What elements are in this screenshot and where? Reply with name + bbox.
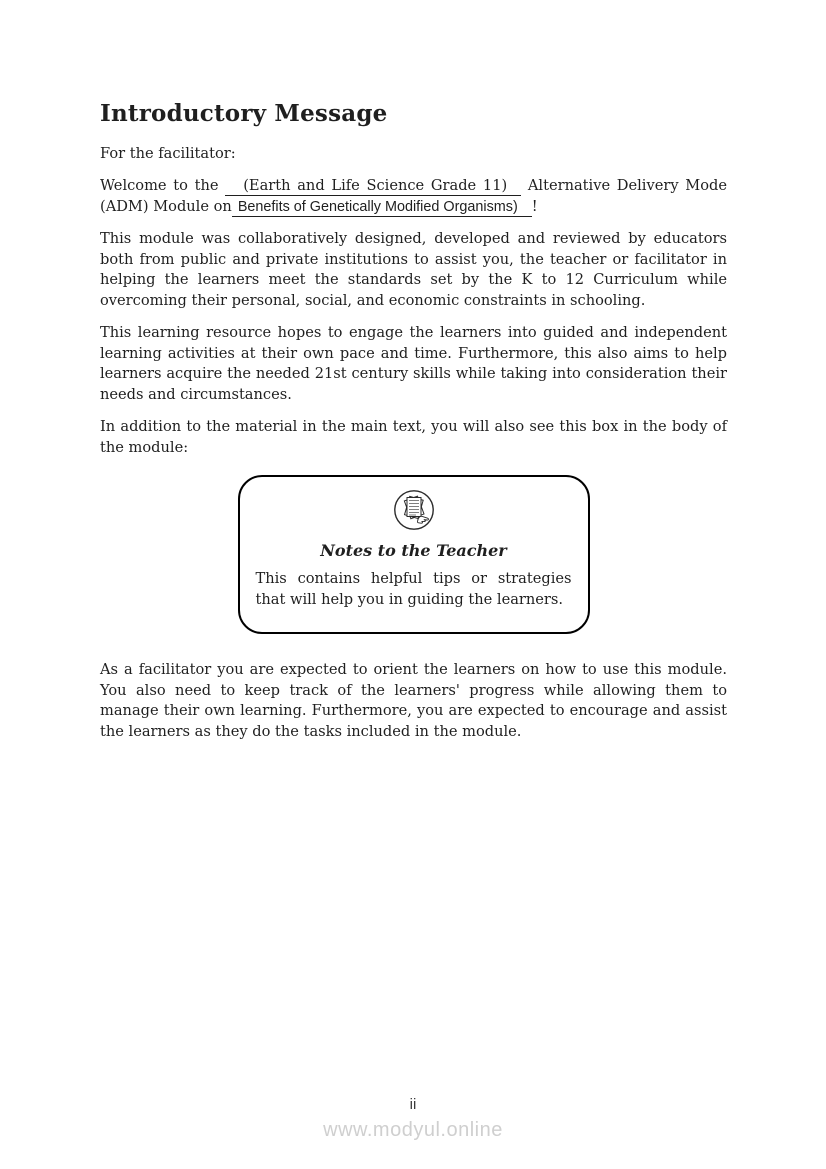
notes-box-title: Notes to the Teacher [320, 541, 507, 561]
notes-icon-row [256, 489, 572, 531]
page-number: ii [409, 1096, 417, 1113]
notes-box [238, 475, 590, 634]
salutation-text: For the facilitator: [100, 144, 236, 162]
welcome-paragraph [100, 176, 727, 217]
closing-paragraph: As a facilitator you are expected to orient the learners on how to use this module. You also need to keep track of the learners' progress while allowing them to manage their own learning. Furthermore, you are expected to encourage and assist the learners as they do the tasks included in the module. [100, 661, 727, 740]
welcome-text-post: ! [531, 197, 538, 215]
notes-box-container [100, 475, 727, 634]
notes-box-body: This contains helpful tips or strategies that will help you in guiding the learners. [255, 570, 572, 608]
welcome-text-mid: Alternative Delivery Mode (ADM) Module on [100, 177, 727, 215]
page-content [100, 100, 727, 742]
course-title-blank: (Earth and Life Science Grade 11) [225, 177, 521, 196]
watermark-url: www.modyul.online [323, 1119, 503, 1141]
module-title-blank: Benefits of Genetically Modified Organisms) [232, 199, 532, 217]
page-title: Introductory Message [100, 100, 388, 127]
welcome-text-pre: Welcome to the [100, 177, 226, 195]
intro-paragraph-1: This module was collaboratively designed, developed and reviewed by educators both from public and private institutions to assist you, the teacher or facilitator in helping the learners meet the standards set by the K to 12 Curriculum while overcoming their personal, social, and economic constraints in schooling. [100, 230, 727, 309]
notes-papers-hand-icon [393, 516, 435, 535]
intro-paragraph-2: This learning resource hopes to engage the learners into guided and independent learning activities at their own pace and time. Furthermore, this also aims to help learners acquire the needed 21st century skills while taking into consideration their needs and circumstances. [100, 324, 727, 403]
intro-paragraph-3: In addition to the material in the main text, you will also see this box in the body of the module: [100, 418, 727, 456]
